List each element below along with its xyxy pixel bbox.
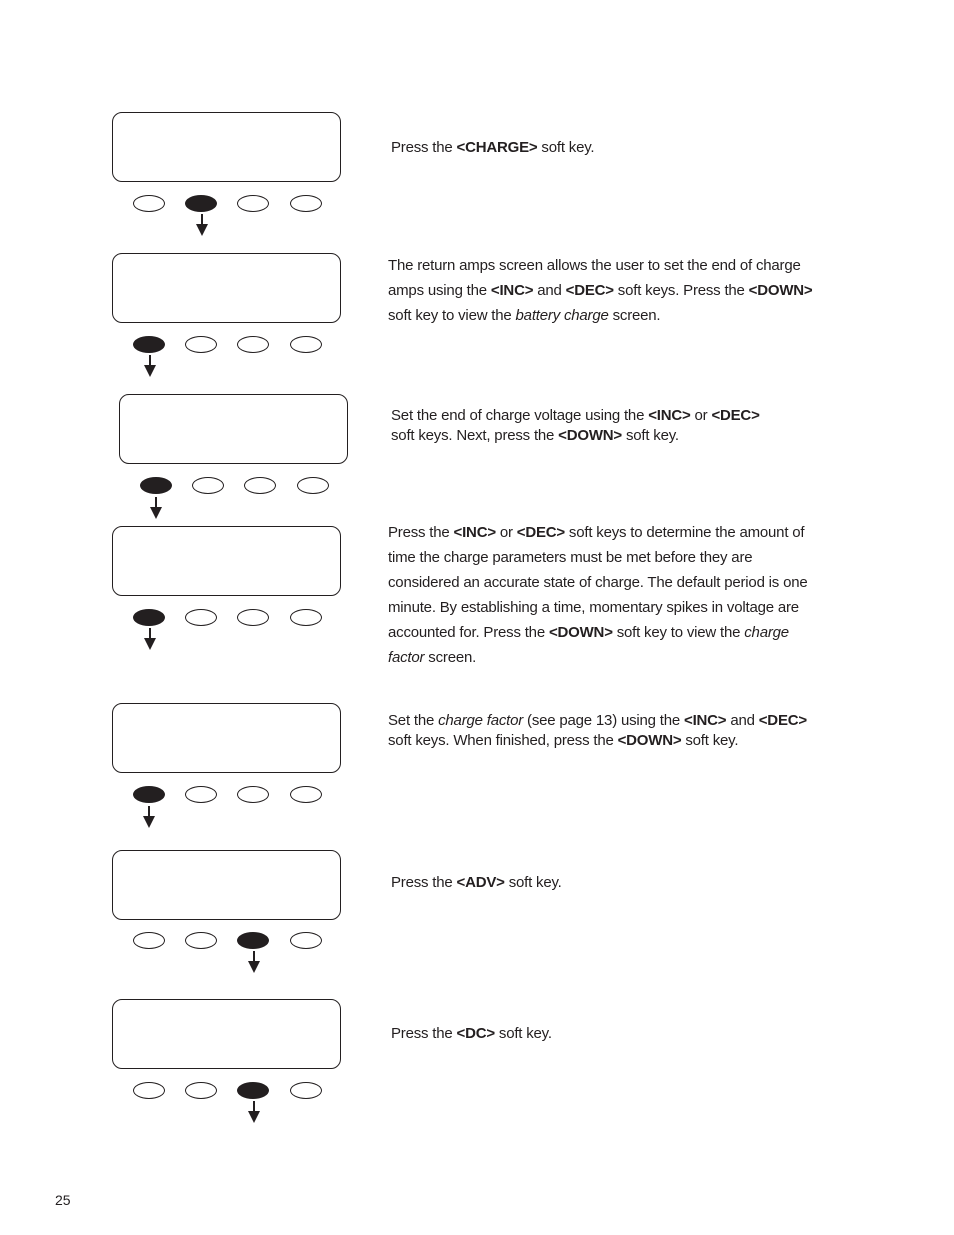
soft-key-4[interactable] xyxy=(290,932,322,949)
text-run: soft key to view the xyxy=(388,307,516,324)
text-run: and xyxy=(726,712,759,729)
screen-name: charge factor xyxy=(438,712,524,729)
soft-key-4[interactable] xyxy=(290,609,322,626)
soft-key-4[interactable] xyxy=(290,786,322,803)
soft-key-4[interactable] xyxy=(290,1082,322,1099)
key-name: <INC> xyxy=(490,282,534,299)
soft-key-2[interactable] xyxy=(185,1082,217,1099)
text-run: screen. xyxy=(424,649,477,666)
soft-key-2[interactable] xyxy=(185,786,217,803)
text-run: Press the xyxy=(391,139,457,156)
soft-key-1-pressed[interactable] xyxy=(133,336,165,353)
key-name: <INC> xyxy=(648,407,691,424)
page-number: 25 xyxy=(55,1192,71,1208)
text-run: Press the xyxy=(391,1025,457,1042)
screen-name: battery charge xyxy=(515,307,609,324)
down-arrow-icon xyxy=(143,628,157,650)
lcd-screen xyxy=(112,703,341,773)
text-run: Press the xyxy=(391,874,457,891)
text-run: soft key. xyxy=(621,427,679,444)
soft-key-1[interactable] xyxy=(133,1082,165,1099)
text-run: Press the xyxy=(388,524,454,541)
down-arrow-icon xyxy=(149,497,163,519)
text-run: Set the xyxy=(388,712,439,729)
text-run: soft keys to determine the amount of time the charge parameters must be met before they are considered an accurate state of charge. The default period is one minute. By establishing a time, momentary spikes in voltage are accounted for. Press the xyxy=(388,524,808,641)
text-run: soft key to view the xyxy=(612,624,745,641)
text-run: or xyxy=(495,524,517,541)
soft-key-3-pressed[interactable] xyxy=(237,932,269,949)
step-description xyxy=(388,520,813,670)
step-description xyxy=(388,253,823,328)
text-run: (see page 13) using the xyxy=(523,712,685,729)
soft-key-3-pressed[interactable] xyxy=(237,1082,269,1099)
soft-key-2-pressed[interactable] xyxy=(185,195,217,212)
key-name: <DC> xyxy=(456,1025,495,1042)
key-name: <CHARGE> xyxy=(456,139,538,156)
soft-key-1-pressed[interactable] xyxy=(140,477,172,494)
key-name: <DOWN> xyxy=(617,732,682,749)
text-run: The return amps screen allows the user to set the end of charge amps using the xyxy=(388,257,801,299)
key-name: <INC> xyxy=(684,712,727,729)
key-name: <DEC> xyxy=(516,524,565,541)
lcd-screen xyxy=(119,394,348,464)
soft-key-2[interactable] xyxy=(185,336,217,353)
key-name: <DEC> xyxy=(758,712,807,729)
down-arrow-icon xyxy=(195,214,209,236)
key-name: <DOWN> xyxy=(548,624,613,641)
step-description xyxy=(388,711,828,751)
key-name: <DEC> xyxy=(565,282,614,299)
text-run: and xyxy=(533,282,566,299)
text-run: soft key. xyxy=(494,1025,552,1042)
text-run: soft keys. Press the xyxy=(613,282,749,299)
soft-key-3[interactable] xyxy=(237,195,269,212)
soft-key-1[interactable] xyxy=(133,932,165,949)
lcd-screen xyxy=(112,526,341,596)
text-run: Set the end of charge voltage using the xyxy=(391,407,649,424)
lcd-screen xyxy=(112,253,341,323)
soft-key-3[interactable] xyxy=(237,336,269,353)
down-arrow-icon xyxy=(247,951,261,973)
down-arrow-icon xyxy=(143,355,157,377)
soft-key-4[interactable] xyxy=(297,477,329,494)
key-name: <INC> xyxy=(453,524,496,541)
step-description xyxy=(391,870,831,895)
lcd-screen xyxy=(112,112,341,182)
soft-key-2[interactable] xyxy=(185,932,217,949)
lcd-screen xyxy=(112,850,341,920)
text-run: or xyxy=(690,407,712,424)
text-run: soft keys. Next, press the xyxy=(391,427,559,444)
soft-key-4[interactable] xyxy=(290,336,322,353)
soft-key-1-pressed[interactable] xyxy=(133,609,165,626)
step-description xyxy=(391,1021,831,1046)
soft-key-2[interactable] xyxy=(185,609,217,626)
soft-key-1-pressed[interactable] xyxy=(133,786,165,803)
soft-key-3[interactable] xyxy=(244,477,276,494)
screen-name: charge factor xyxy=(388,624,789,666)
soft-key-4[interactable] xyxy=(290,195,322,212)
soft-key-3[interactable] xyxy=(237,786,269,803)
soft-key-2[interactable] xyxy=(192,477,224,494)
down-arrow-icon xyxy=(247,1101,261,1123)
soft-key-1[interactable] xyxy=(133,195,165,212)
key-name: <DOWN> xyxy=(558,427,622,444)
key-name: <DOWN> xyxy=(748,282,813,299)
key-name: <DEC> xyxy=(711,407,760,424)
text-run: soft key. xyxy=(681,732,739,749)
lcd-screen xyxy=(112,999,341,1069)
text-run: soft keys. When finished, press the xyxy=(388,732,618,749)
text-run: soft key. xyxy=(537,139,595,156)
text-run: soft key. xyxy=(504,874,562,891)
soft-key-3[interactable] xyxy=(237,609,269,626)
text-run: screen. xyxy=(608,307,661,324)
down-arrow-icon xyxy=(142,806,156,828)
step-description xyxy=(391,406,831,446)
key-name: <ADV> xyxy=(456,874,505,891)
step-description xyxy=(391,135,831,160)
